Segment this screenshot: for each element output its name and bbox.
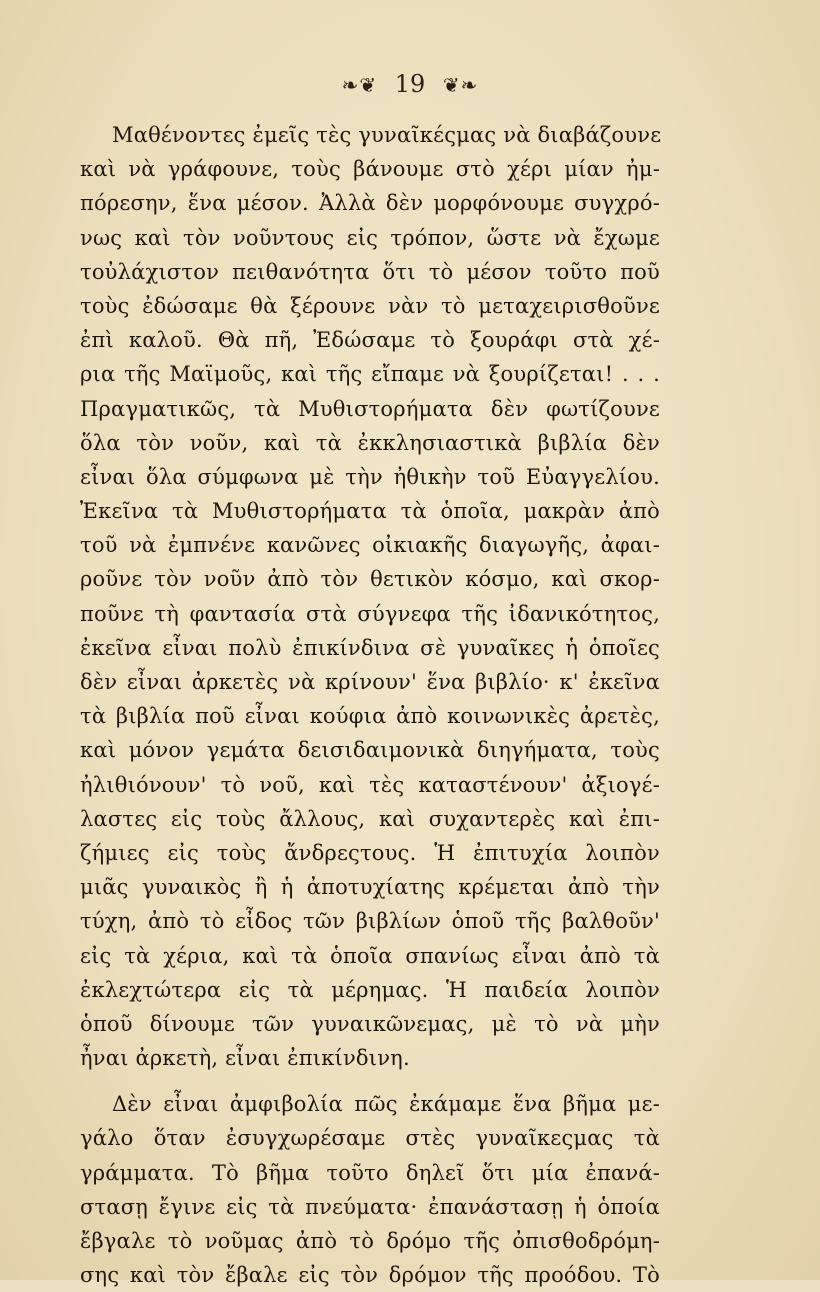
text-line: λαστες εἰς τοὺς ἄλλους, καὶ συχαντερὲς καὶ ἐπι- [80,806,660,831]
text-line: ὁποῦ δίνουμε τῶν γυναικῶνεμας, μὲ τὸ νὰ μὴν [80,1011,660,1036]
text-line: τοὐλάχιστον πειθανότητα ὅτι τὸ μέσον τοῦτο ποῦ [80,259,660,284]
paragraph-1 [80,118,660,1075]
text-line: ροῦνε τὸν νοῦν ἀπὸ τὸν θετικὸν κόσμο, καὶ σκορ- [80,567,660,592]
text-line: γάλο ὅταν ἐσυγχωρέσαμε στὲς γυναῖκεςμας τὰ [80,1126,660,1151]
page-number: 19 [394,70,426,98]
text-line: ζήμιες εἰς τοὺς ἄνδρεςτους. Ἡ ἐπιτυχία λοιπὸν [80,840,660,865]
paragraph-2 [80,1087,660,1292]
text-line: ρια τῆς Μαϊμοῦς, καὶ τῆς εἴπαμε νὰ ξουρίζεται! . . . [80,362,660,387]
text-line: ἔβγαλε τὸ νοῦμας ἀπὸ τὸ δρόμο τῆς ὀπισθοδρόμη- [80,1229,660,1253]
text-line: πόρεσην, ἕνα μέσον. Ἀλλὰ δὲν μορφόνουμε συγχρό- [80,191,660,216]
text-line: ἐκλεχτώτερα εἰς τὰ μέρημας. Ἡ παιδεία λοιπὸν [80,977,660,1002]
text-line: ἦναι ἀρκετὴ, εἶναι ἐπικίνδινη. [80,1046,410,1071]
text-line: Μαθένοντες ἐμεῖς τὲς γυναῖκέςμας νὰ διαβάζουνε [112,123,662,147]
page-header [0,70,820,98]
text-line: ἐπὶ καλοῦ. Θὰ πῆ, Ἐδώσαμε τὸ ξουράφι στὰ χέ- [80,328,660,353]
text-line: τοὺς ἐδώσαμε θὰ ξέρουνε νὰν τὸ μεταχειρισθοῦνε [80,293,660,318]
text-line: καὶ μόνον γεμάτα δεισιδαιμονικὰ διηγήματα, τοὺς [80,738,660,763]
text-line: Δὲν εἶναι ἀμφιβολία πῶς ἐκάμαμε ἕνα βῆμα με- [112,1092,660,1117]
text-line: εἰς τὰ χέρια, καὶ τὰ ὁποῖα σπανίως εἶναι ἀπὸ τὰ [80,943,660,968]
text-line: γράμματα. Τὸ βῆμα τοῦτο δηλεῖ ὅτι μία ἐπανά- [80,1160,660,1185]
text-line: τύχη, ἀπὸ τὸ εἶδος τῶν βιβλίων ὁποῦ τῆς βαλθοῦν' [80,909,660,934]
text-line: ἐκεῖνα εἶναι πολὺ ἐπικίνδινα σὲ γυναῖκες ἡ ὁποῖες [80,635,660,660]
paragraph-gap [80,1075,660,1087]
text-line: ποῦνε τὴ φαντασία στὰ σύγνεφα τῆς ἰδανικότητος, [80,601,660,626]
text-line: στασῃ ἔγινε εἰς τὰ πνεύματα· ἐπανάστασῃ ἡ ὁποία [80,1194,660,1219]
text-line: καὶ νὰ γράφουνε, τοὺς βάνουμε στὸ χέρι μίαν ἠμ- [80,157,660,182]
text-line: Ἐκεῖνα τὰ Μυθιστορήματα τὰ ὁποῖα, μακρὰν ἀπὸ [80,499,660,524]
text-line: ἠλιθιόνουν' τὸ νοῦ, καὶ τὲς καταστένουν' ἀξιογέ- [80,772,660,797]
text-line: Πραγματικῶς, τὰ Μυθιστορήματα δὲν φωτίζουνε [80,396,660,421]
text-line: ὅλα τὸν νοῦν, καὶ τὰ ἐκκλησιαστικὰ βιβλία δὲν [80,430,660,455]
text-line: δὲν εἶναι ἀρκετὲς νὰ κρίνουν' ἕνα βιβλίο· κ' ἐκεῖνα [80,670,660,694]
text-line: εἶναι ὅλα σύμφωνα μὲ τὴν ἠθικὴν τοῦ Εὐαγγελίου. [80,464,660,489]
text-line: νως καὶ τὸν νοῦντους εἰς τρόπον, ὥστε νὰ ἔχωμε [80,225,660,250]
body-text [80,118,660,1292]
text-line: μιᾶς γυναικὸς ἢ ἡ ἀποτυχίατης κρέμεται ἀπὸ τὴν [80,875,660,900]
ornament-right-icon: ❦❧ [442,73,479,97]
ornament-left-icon: ❧❦ [341,73,378,97]
text-line: τοῦ νὰ ἐμπνένε κανῶνες οἰκιακῆς διαγωγῆς, ἀφαι- [80,533,660,558]
text-line: σης καὶ τὸν ἔβαλε εἰς τὸν δρόμον τῆς προόδου. Τὸ [80,1263,660,1288]
text-line: τὰ βιβλία ποῦ εἶναι κούφια ἀπὸ κοινωνικὲς ἀρετὲς, [80,704,660,729]
